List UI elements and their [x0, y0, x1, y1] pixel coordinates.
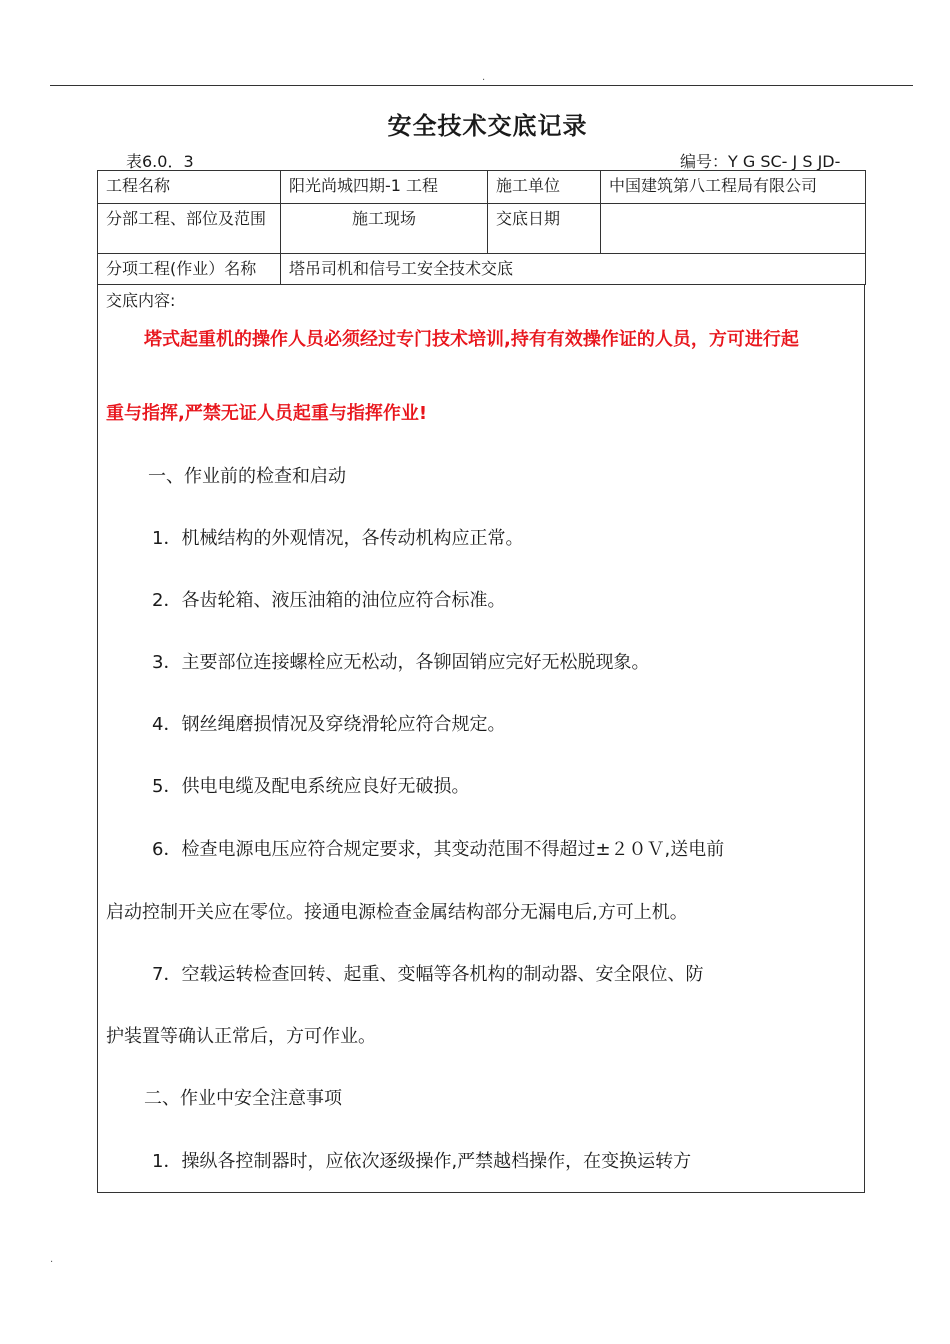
project-name-value: 阳光尚城四期-1 工程 [281, 171, 488, 204]
info-table [97, 170, 866, 285]
project-name-label: 工程名称 [98, 171, 281, 204]
section-heading-1: 一、作业前的检查和启动 [148, 466, 346, 487]
date-label: 交底日期 [488, 204, 601, 254]
check-item-4: 4．钢丝绳磨损情况及穿绕滑轮应符合规定。 [152, 714, 506, 735]
check-item-1: 1．机械结构的外观情况，各传动机构应正常。 [152, 528, 524, 549]
construction-unit-label: 施工单位 [488, 171, 601, 204]
construction-unit-value: 中国建筑第八工程局有限公司 [601, 171, 866, 204]
subproject-label: 分部工程、部位及范围 [98, 204, 281, 254]
item-name-label: 分项工程(作业）名称 [98, 254, 281, 285]
check-item-3: 3．主要部位连接螺栓应无松动，各铆固销应完好无松脱现象。 [152, 652, 650, 673]
check-item-2: 2．各齿轮箱、液压油箱的油位应符合标准。 [152, 590, 506, 611]
bottom-page-mark: . [50, 1254, 54, 1265]
warning-line-2: 重与指挥,严禁无证人员起重与指挥作业! [106, 403, 428, 424]
serial-number: 编号：Y G SC- J S JD- [680, 152, 841, 171]
section-heading-2: 二、作业中安全注意事项 [144, 1088, 342, 1109]
check-item-6-line-1: 6．检查电源电压应符合规定要求，其变动范围不得超过±２０Ｖ,送电前 [152, 839, 725, 860]
form-number: 表6.0．3 [126, 152, 194, 171]
content-label: 交底内容: [106, 291, 176, 310]
check-item-7-line-2: 护装置等确认正常后，方可作业。 [106, 1026, 376, 1047]
warning-line-1: 塔式起重机的操作人员必须经过专门技术培训,持有有效操作证的人员，方可进行起 [144, 329, 799, 350]
top-page-mark: . [482, 72, 486, 83]
subproject-value: 施工现场 [281, 204, 488, 254]
header-rule [50, 85, 913, 86]
date-value [601, 204, 866, 254]
content-box [97, 284, 865, 1193]
check-item-7-line-1: 7．空载运转检查回转、起重、变幅等各机构的制动器、安全限位、防 [152, 964, 704, 985]
operation-item-1: 1．操纵各控制器时，应依次逐级操作,严禁越档操作，在变换运转方 [152, 1151, 692, 1172]
check-item-6-line-2: 启动控制开关应在零位。接通电源检查金属结构部分无漏电后,方可上机。 [106, 902, 688, 923]
item-name-value: 塔吊司机和信号工安全技术交底 [281, 254, 866, 285]
check-item-5: 5．供电电缆及配电系统应良好无破损。 [152, 776, 470, 797]
document-title: 安全技术交底记录 [387, 112, 588, 140]
